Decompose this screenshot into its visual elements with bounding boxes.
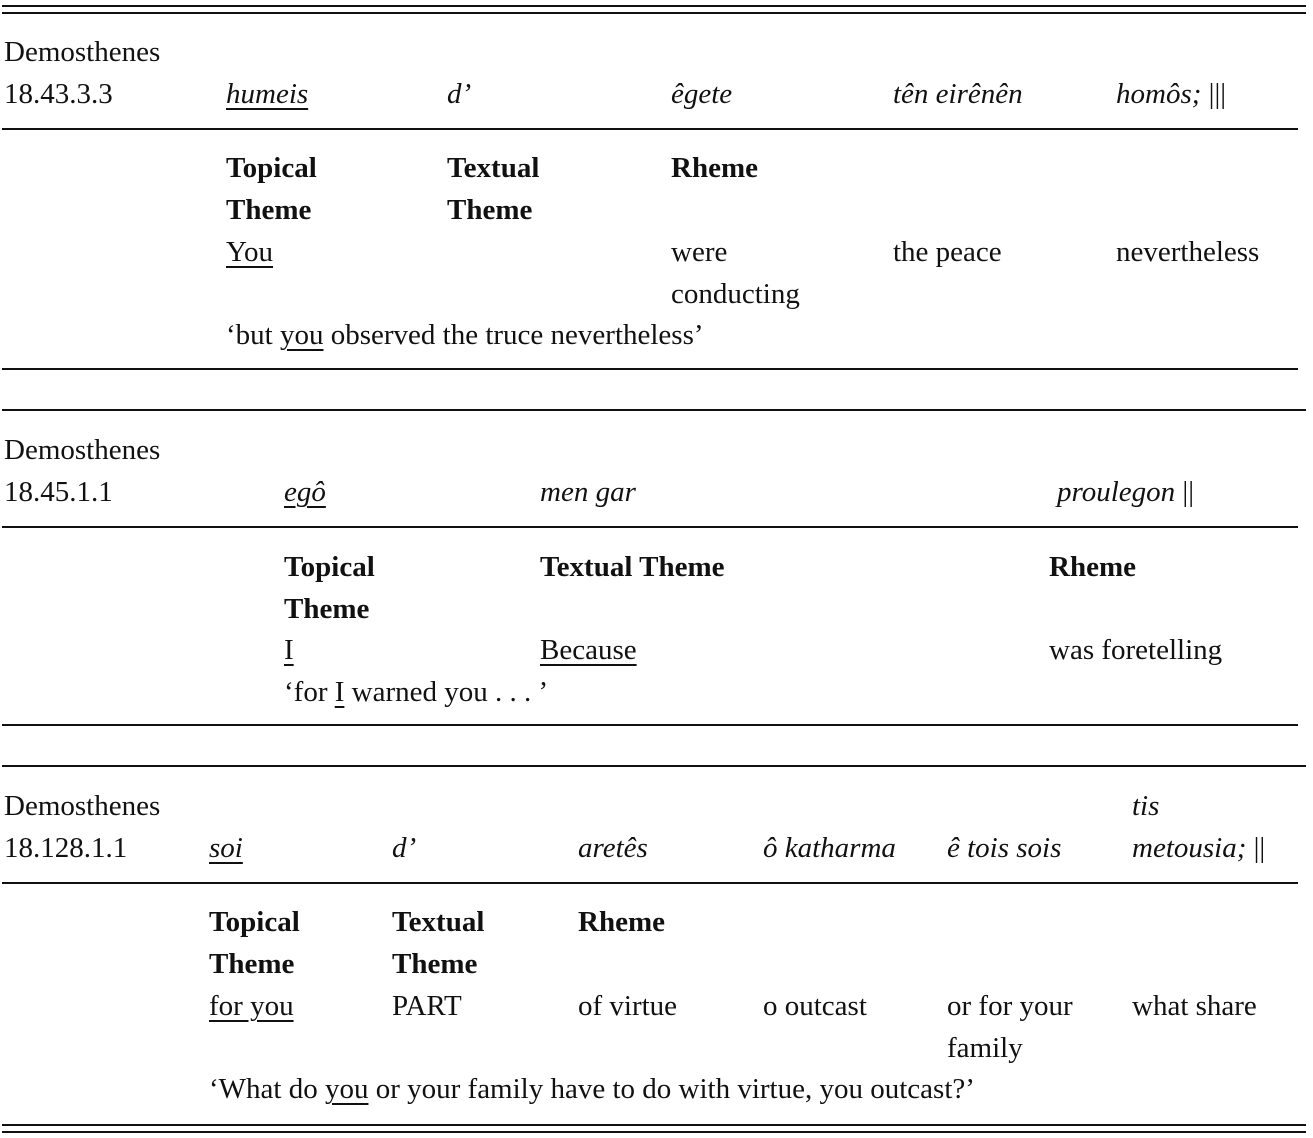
greek-genitive: aretês — [578, 832, 648, 864]
label-topical-2: Theme — [226, 194, 312, 226]
example-1-bottom-rule — [2, 368, 1298, 370]
translation-post: or your family have to do with virtue, you outcast?’ — [368, 1073, 975, 1105]
translation-pre: ‘but — [226, 319, 280, 351]
clause-boundary-mark: || — [1253, 832, 1266, 864]
label-textual-2: Theme — [392, 948, 478, 980]
greek-textual-theme: men gar — [540, 476, 636, 508]
greek-topical-theme: egô — [284, 476, 326, 508]
translation-pre: ‘for — [284, 676, 335, 708]
gloss-dative-1: or for your — [947, 990, 1073, 1022]
greek-textual-theme: d’ — [447, 78, 472, 110]
label-topical-1: Topical — [284, 551, 375, 583]
gloss-subject: for you — [209, 990, 294, 1022]
label-textual-2: Theme — [447, 194, 533, 226]
gloss-conjunction: Because — [540, 634, 637, 666]
label-textual-1: Textual — [392, 906, 485, 938]
example-1-divider — [2, 128, 1298, 130]
translation — [209, 1068, 975, 1110]
greek-topical-theme: soi — [209, 832, 243, 864]
gloss-object: the peace — [893, 236, 1002, 268]
greek-object: tên eirênên — [893, 78, 1023, 110]
example-2-bottom-rule — [2, 724, 1298, 726]
gloss-verb-1: were — [671, 236, 728, 268]
example-2-top-rule — [2, 409, 1306, 411]
clause-boundary-mark: || — [1182, 476, 1195, 508]
translation — [226, 314, 704, 356]
greek-adverb-word: homôs; — [1116, 78, 1202, 110]
label-topical-1: Topical — [226, 152, 317, 184]
table-bottom-rule-2 — [2, 1131, 1306, 1133]
translation — [284, 671, 548, 713]
label-topical-2: Theme — [209, 948, 295, 980]
translation-highlight: I — [334, 676, 345, 708]
label-rheme: Rheme — [671, 152, 758, 184]
gloss-verb: was foretelling — [1049, 634, 1223, 666]
greek-verb — [1057, 471, 1194, 513]
greek-vocative: ô katharma — [763, 832, 896, 864]
translation-post: warned you . . . ’ — [344, 676, 549, 708]
greek-verb: êgete — [671, 78, 733, 110]
greek-verb-word: proulegon — [1057, 476, 1176, 508]
label-rheme: Rheme — [578, 906, 665, 938]
greek-noun — [1132, 827, 1265, 869]
gloss-subject: I — [284, 634, 294, 666]
example-3-divider — [2, 882, 1298, 884]
clause-boundary-mark: ||| — [1208, 78, 1227, 110]
gloss-vocative: o outcast — [763, 990, 867, 1022]
translation-highlight: you — [324, 1073, 369, 1105]
gloss-verb-2: conducting — [671, 278, 800, 310]
source-author: Demosthenes — [4, 790, 161, 822]
gloss-particle: PART — [392, 990, 462, 1022]
label-topical-1: Topical — [209, 906, 300, 938]
example-2-divider — [2, 526, 1298, 528]
source-reference: 18.128.1.1 — [4, 832, 128, 864]
greek-dative: ê tois sois — [947, 832, 1062, 864]
greek-textual-theme: d’ — [392, 832, 417, 864]
gloss-noun: what share — [1132, 990, 1257, 1022]
table-bottom-rule-1 — [2, 1124, 1306, 1126]
source-author: Demosthenes — [4, 434, 161, 466]
label-textual: Textual Theme — [540, 551, 725, 583]
source-reference: 18.43.3.3 — [4, 78, 113, 110]
table-top-rule-1 — [2, 5, 1306, 7]
greek-topical-theme: humeis — [226, 78, 309, 110]
translation-pre: ‘What do — [209, 1073, 325, 1105]
translation-highlight: you — [279, 319, 324, 351]
gloss-adverb: nevertheless — [1116, 236, 1260, 268]
greek-noun-word: metousia; — [1132, 832, 1247, 864]
greek-pronoun: tis — [1132, 790, 1160, 822]
source-reference: 18.45.1.1 — [4, 476, 113, 508]
table-top-rule-2 — [2, 12, 1306, 14]
label-textual-1: Textual — [447, 152, 540, 184]
gloss-dative-2: family — [947, 1032, 1023, 1064]
example-3-top-rule — [2, 765, 1306, 767]
label-rheme: Rheme — [1049, 551, 1136, 583]
gloss-subject: You — [226, 236, 274, 268]
greek-adverb — [1116, 73, 1226, 115]
source-author: Demosthenes — [4, 36, 161, 68]
gloss-genitive: of virtue — [578, 990, 678, 1022]
label-topical-2: Theme — [284, 593, 370, 625]
translation-post: observed the truce nevertheless’ — [323, 319, 704, 351]
